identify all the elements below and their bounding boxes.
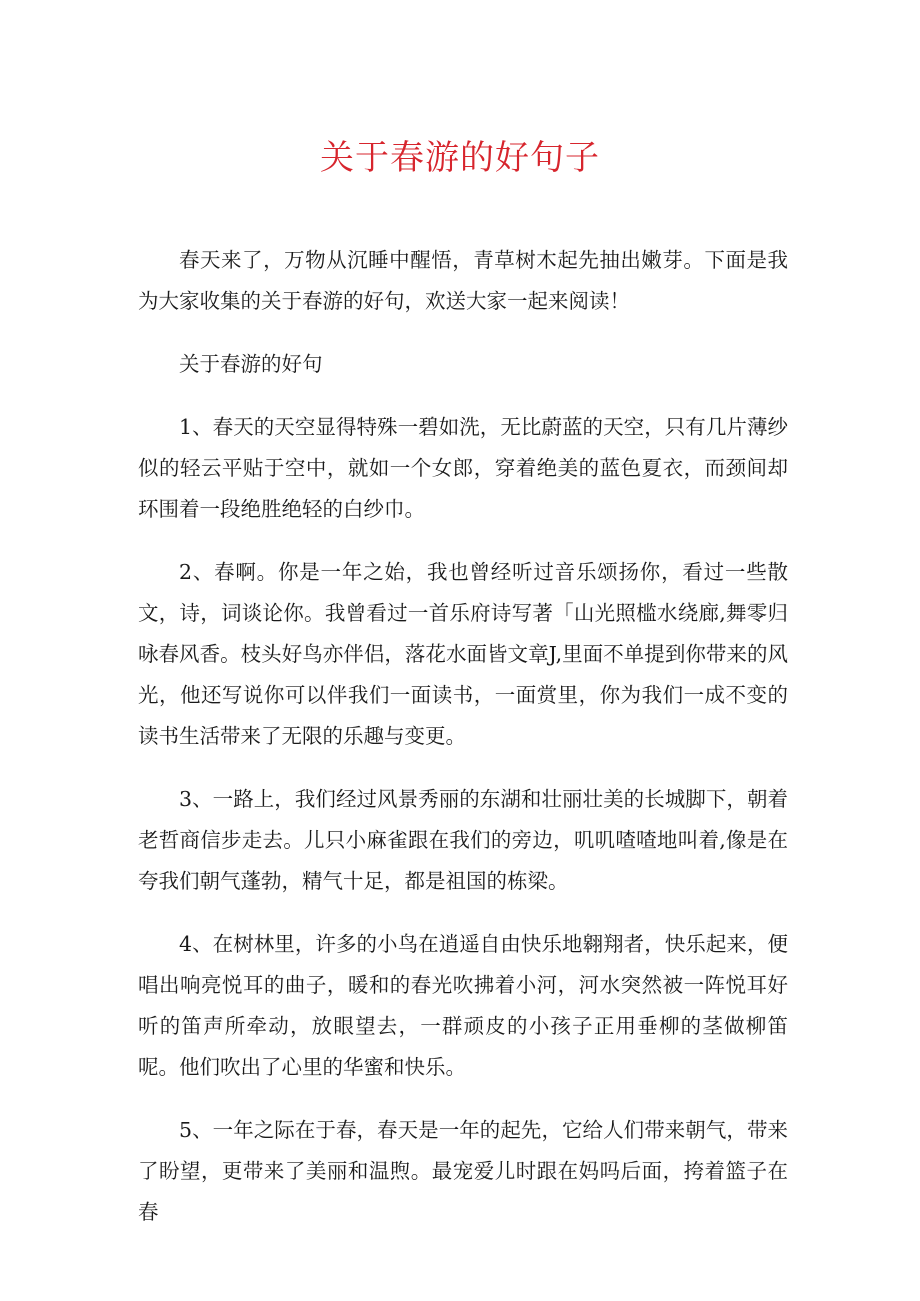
- intro-paragraph: 春天来了，万物从沉睡中醒悟，青草树木起先抽出嫩芽。下面是我为大家收集的关于春游的好句，欢送大家一起来阅读！: [138, 248, 788, 313]
- document-body: [138, 240, 788, 1255]
- item-paragraph-3: 3、一路上，我们经过风景秀丽的东湖和壮丽壮美的长城脚下，朝着老哲商信步走去。儿只小麻雀跟在我们的旁边，叽叽喳喳地叫着,像是在夸我们朝气蓬勃，精气十足，都是祖国的栋梁。: [138, 787, 788, 893]
- item-paragraph-2: 2、春啊。你是一年之始，我也曾经听过音乐颂扬你，看过一些散文，诗，词谈论你。我曾看过一首乐府诗写著「山光照槛水绕廊,舞零归咏春风香。枝头好鸟亦伴侣，落花水面皆文章J,里面不单提到你带来的风光，他还写说你可以伴我们一面读书，一面赏里，你为我们一成不变的读书生活带来了无限的乐趣与变更。: [138, 560, 788, 748]
- section-heading: 关于春游的好句: [179, 352, 323, 376]
- item-paragraph-4: 4、在树林里，许多的小鸟在逍遥自由快乐地翱翔者，快乐起来，便唱出响亮悦耳的曲子，暖和的春光吹拂着小河，河水突然被一阵悦耳好听的笛声所牵动，放眼望去，一群顽皮的小孩子正用垂柳的茎做柳笛呢。他们吹出了心里的华蜜和快乐。: [138, 932, 788, 1079]
- item-paragraph-5: 5、一年之际在于春，春天是一年的起先，它给人们带来朝气，带来了盼望，更带来了美丽和温煦。最宠爱儿时跟在妈吗后面，挎着篮子在春: [138, 1118, 788, 1224]
- document-title: 关于春游的好句子: [320, 138, 600, 178]
- item-paragraph-1: 1、春天的天空显得特殊一碧如洗，无比蔚蓝的天空，只有几片薄纱似的轻云平贴于空中，就如一个女郎，穿着绝美的蓝色夏衣，而颈间却环围着一段绝胜绝轻的白纱巾。: [138, 415, 788, 521]
